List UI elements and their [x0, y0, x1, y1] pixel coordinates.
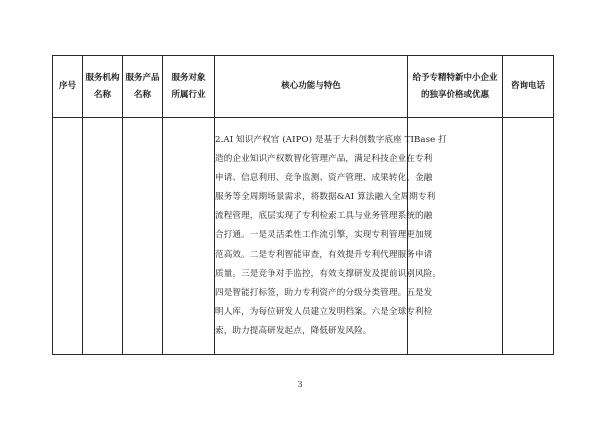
cell-target-industry	[163, 118, 215, 355]
cell-core-features	[215, 118, 447, 355]
cell-org-name	[83, 118, 123, 355]
header-exclusive-discount: 给予专精特新中小企业 的独享价格或优惠	[408, 56, 503, 118]
header-phone: 咨询电话	[503, 56, 554, 118]
cell-phone	[503, 118, 554, 355]
features-line: 明人库，为每位研发人员建立发明档案。六是全球专利检	[215, 306, 433, 317]
features-line: 范高效。二是专利智能审查，有效提升专利代理服务申请	[215, 249, 433, 260]
features-line: 服务等全周期场景需求，将数据&AI 算法融入全周期专利	[215, 192, 436, 203]
header-product-name: 服务产品 名称	[123, 56, 163, 118]
header-core-features: 核心功能与特色	[215, 56, 408, 118]
service-table	[52, 55, 554, 355]
page-number: 3	[297, 380, 303, 389]
features-line: 流程管理，底层实现了专利检索工具与业务管理系统的融	[215, 211, 433, 222]
cell-seq	[53, 118, 83, 355]
header-seq: 序号	[53, 56, 83, 118]
features-line: 造的企业知识产权数智化管理产品，满足科技企业在专利	[215, 154, 433, 165]
features-paragraph	[215, 131, 447, 341]
features-line: 索，助力提高研发起点，降低研发风险。	[215, 325, 372, 336]
table-row	[53, 118, 554, 355]
features-line: 2.AI 知识产权官 (AIPO) 是基于大科创数字底座 TIBase 打	[215, 134, 447, 145]
features-line: 合打通。一是灵活柔性工作流引擎，实现专利管理更加规	[215, 230, 433, 241]
features-line: 申请、信息利用、竞争监测、资产管理、成果转化、金融	[215, 173, 433, 184]
header-row	[53, 56, 554, 118]
features-line: 四是智能打标签，助力专利资产的分级分类管理。五是发	[215, 287, 433, 298]
features-line: 质量。三是竞争对手监控，有效支撑研发及提前识别风险。	[215, 268, 442, 279]
header-org-name: 服务机构 名称	[83, 56, 123, 118]
cell-product-name	[123, 118, 163, 355]
header-target-industry: 服务对象 所属行业	[163, 56, 215, 118]
